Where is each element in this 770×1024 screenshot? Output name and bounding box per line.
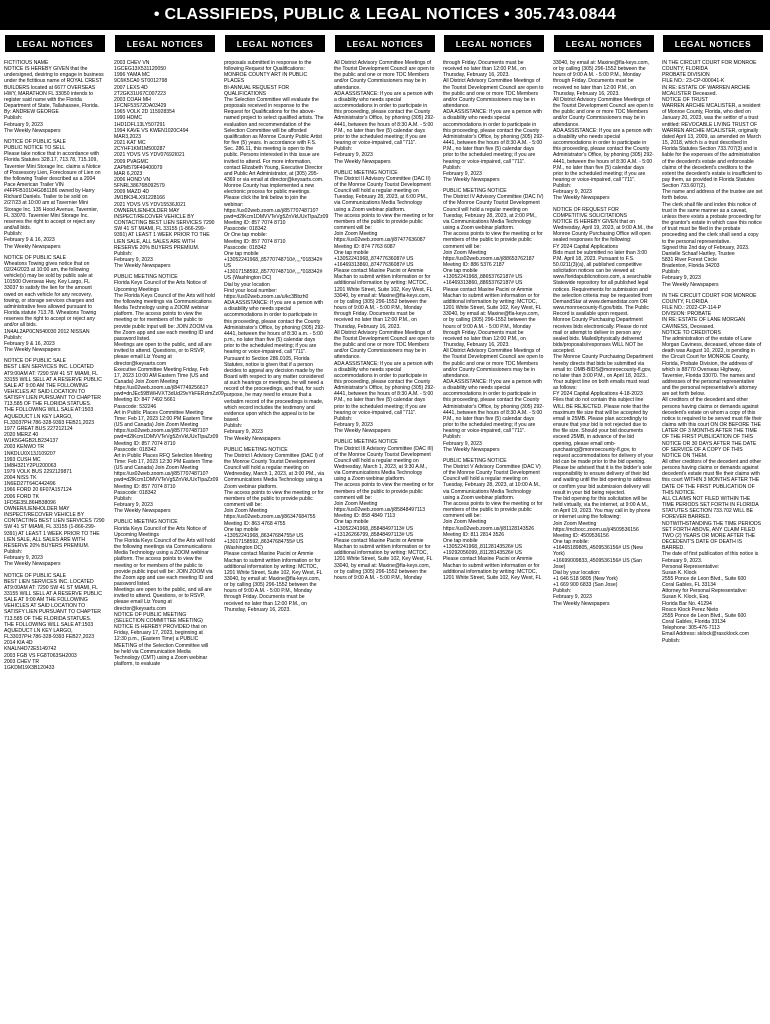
column-header: LEGAL NOTICES: [663, 35, 763, 52]
legal-column-2: [114, 60, 224, 1018]
column-header: LEGAL NOTICES: [335, 35, 435, 52]
legal-notice: PUBLIC MEETING NOTICE Florida Keys Council of the Arts Notice of Upcoming Meetings The Florida Keys Council of the Arts will hold the following meetings via Communications Media Technology using a ZOOM webinar platform. The access points to view the meeting or for members of the public to provide public input will be: JOIN ZOOM via the Zoom app and use each meeting ID and password listed. Meetings are open to the public, and all are invited to attend. Questions, or to RSVP, please email Liz Young at director@keysarts.com Executive Committee Meeting Friday, Feb 17, 2023 10:00 AM Eastern Time (US and Canada) Join Zoom Meeting https://us02web.zoom.us/j/84774925661?pwd=dnJEc59BWHVXT3dUd29vYkFERzlmZz09 Meeting ID: 847 7492 5661 Passcode: 532246 Art in Public Places Committee Meeting Time: Feb 17, 2023 12:00 PM Eastern Time (US and Canada) Join Zoom Meeting https://us02web.zoom.us/j/85770748710?pwd=d2lKcm1DMVVTeVg5ZnVkUUxTlpaZz09 Meeting ID: 857 7074 8710 Passcode: 018342 Art in Public Places RFQ Selection Meeting Time: Feb 17, 2023 12:30 PM Eastern Time (US and Canada) Join Zoom Meeting https://us02web.zoom.us/j/85770748710?pwd=d2lKcm1DMVVTeVg5ZnVkUUxTlpaZz09 Meeting ID: 857 7074 8710 Passcode: 018342 Publish: February 9, 2023 The Weekly Newspapers: [114, 274, 224, 515]
legal-notice: PUBLIC MEETING NOTICE The District III Advisory Committee (DAC III) of the Monroe County Tourist Development Council will hold a regular meeting on Wednesday, March 1, 2023, at 9:30 A.M., via Communications Media Technology using a Zoom webinar platform. The access points to view the meeting or for members of the public to provide public comment will be: Join Zoom Meeting https://us02web.zoom.us/j/85848497113 Meeting ID: 858 4849 7113 One tap mobile +13052241968,,85848497113# US +13126266799,,85848497113# US Please contact Maxine Pacini or Ammie Machan to submit written information or for additional information by writing: MCTDC, 1201 White Street, Suite 102, Key West, FL 33040, by email at: Maxine@fla-keys.com, or by calling (305) 296-1552 between the hours of 9:00 A.M. - 5:00 P.M., Monday: [334, 439, 434, 581]
legal-column-7: [662, 60, 763, 1018]
column-header: LEGAL NOTICES: [225, 35, 325, 52]
legal-notice: 2003 CHEV VN 1GCEG13X531120050 1996 YAMA MC 9C6K5CA0 ST0012798 2007 LEXS 4D 2T2GK31U67C007223 2003 COAH MH 1FCNF53S72DA03429 1965 VOLK 2D 115928354 1990 HDMC 1HD1DFL13LY507291 1994 KAVE VS KWEN1020C494 MAR3,2023 2021 KAT MC 2CYHF1KM1M500287 2021 YDVS VS YDV07692I021 2009 PVAGMC ZAPM579F49400079 MAR 6,2023 2006 HOND VN 5FNRL38676B092579 2009 MAZD 4D JM1BK34LX91228166 2021 YDVS VS YDV15536J021 OWNER/LIENHOLDER MAY INSPECT/RECOVER VEHICLE BY CONTACTING BEST LIEN SERVICES 7290 SW 41 ST MIAMI, FL 33155 (1-866-299-9391) AT LEAST 1 WEEK PRIOR TO THE LIEN SALE, ALL SALES ARE WITH RESERVE 20% BUYERS PREMIUM. Publish: February 9, 2023 The Weekly Newspapers: [114, 60, 215, 270]
legal-notice: NOTICE OF PUBLIC SALE BEST LIEN SERVICES INC. LOCATED AT9:00AM AT: 7290 SW 41 ST MIAMI, FL 33155 WILL SELL AT A RESERVE PUBLIC SALE AT 9:00 AM THE FOLLOWING VEHICLES AT SAID LOCATION TO SATISFY LIEN PURSUANT TO CHAPTER 713.585 OF THE FLORIDA STATUES. THE FOLLOWING WILL SALE AT:1503 AQUEDUCT LN KEY LARGO, FL33037PH:786-328-9393 FEB27,2023 2014 KIA 4D KNALN4D72E5149742 2003 FGB VS FG8T063SH2003 2003 CHEV TR 1GKDM19X3B120433: [4, 572, 102, 671]
legal-notice: PUBLIC MEETING NOTICE The District V Advisory Committee (DAC V) of the Monroe County Tourist Development Council will hold a regular meeting on Tuesday, February 28, 2023, at 10:00 A.M., via Communications Media Technology using a Zoom webinar platform. The access points to view the meeting or for members of the public to provide public comment will be: Join Zoom Meeting https://us02web.zoom.us/j/81128143526 Meeting ID: 811 2814 3526 One tap mobile +13052241968,,81128143526# US +19292056099,,81128143526# US Please contact Maxine Pacini or Ammie Machan to submit written information or for additional information by writing: MCTDC, 1201 White Street, Suite 102, Key West, FL: [443, 457, 543, 581]
column-header: LEGAL NOTICES: [554, 35, 654, 52]
legal-notice: NOTICE OF PUBLIC SALE BEST LIEN SERVICES INC. LOCATED AT9:00AM AT: 7290 SW 41 ST MIAMI, FL 33155 WILL SELL AT A RESERVE PUBLIC SALE AT 9:00 AM THE FOLLOWING VEHICLES AT SAID LOCATION TO SATISFY LIEN PURSUANT TO CHAPTER 713.585 OF THE FLORIDA STATUES. THE FOLLOWING WILL SALE AT:1503 AQUEDUCT LN KEY LARGO, FL33037PH:786-328-9393 FEB21,2023 1977 GREAT BUS 227212124 2020 MERZ 40 W1K5G4GB2LB234137 2003 KENWO TR 1NKDLU0X13J109207 1993 CUSH MC 1M8H321Y2PU200063 1979 VOLK BUS 2292129871 2004 NISS TK 1N6ED27T64C442496 1966 FORD 20 6F07A157124 2006 FORD TK 1FDSE35L86HB38096 OWNER/LIENHOLDER MAY INSPECT/RECOVER VEHICLE BY CONTACTING BEST LIEN SERVICES 7290 SW 41 ST MIAMI, FL 33155 (1-866-299-9391) AT LEAST 1 WEEK PRIOR TO THE LIEN SALE, ALL SALES ARE WITH RESERVE 20% BUYERS PREMIUM. Publish: February 9, 2023 The Weekly Newspapers: [4, 358, 105, 568]
legal-notice: NOTICE OF PUBLIC SALE PUBLIC NOTICE TO SELL Please take notice that in accordance with Florida Statutes 328.17, 713.78, 715.109, Tavernier Mini Storage Inc. claims a Notice of Possessory Lien, Foreclosure of Lien on the following Trailer described as a 2004 Pace American Trailer VIN #4FPFB10104G081186 owned by Harry Richard Daniels. Trailer to be sold on 2/27/23 at 10:00 am at Tavernier Mini Storage Inc. 135 Hood Avenue, Tavernier, FL 33070. Tavernier Mini Storage Inc. reserves the right to accept or reject any and/all bids. Publish: February 9 & 16, 2023 The Weekly Newspapers: [4, 138, 101, 250]
legal-column-1: [4, 60, 105, 1018]
legal-column-4: [334, 60, 435, 1018]
legal-notice: FICTITIOUS NAME NOTICE IS HEREBY GIVEN that the undersigned, desiring to engage in business under the fictitious name of ROYAL CREST BUILDERS located at 6677 OVERSEAS HWY, MARATHON FL 33050 intends to register said name with the Florida Department of State, Tallahassee, Florida. By: ANDREW GEORGE Publish: February 9, 2023 The Weekly Newspapers: [4, 60, 104, 134]
legal-notice: through Friday. Documents must be received no later than 12:00 P.M., on Thursday, February 16, 2023. All District Advisory Committee Meetings of the Tourist Development Council are open to the public and one or more TDC Members and/or County Commissioners may be in attendance. ADA ASSISTANCE: If you are a person with a disability who needs special accommodations in order to participate in this proceeding, please contact the County Administrator's Office, by phoning (305) 292-4441, between the hours of 8:30 A.M. - 5:00 P.M., no later than five (5) calendar days prior to the scheduled meeting; if you are hearing or voice-impaired, call "711". Publish: February 9, 2023 The Weekly Newspapers: [443, 60, 544, 183]
legal-notice: IN THE CIRCUIT COURT FOR MONROE COUNTY, FLORIDA FILE NO.: 2022-CP-114-P DIVISION: PROBATE IN RE: ESTATE OF LANE MORGAN CAVINESS, Deceased. NOTICE TO CREDITORS The administration of the estate of Lane Morgan Caviness, deceased, whose date of death was August 10, 2022, is pending in the Circuit Court for MONROE County, Florida, Probate Division, the address of which is 88770 Overseas Highway, Tavernier, Florida 33070. The names and addresses of the personal representative and the personal representative's attorney are set forth below. All creditors of the decedent and other persons having claims or demands against decedent's estate on whom a copy of this notice is required to be served must file their claims with this court ON OR BEFORE THE LATER OF 3 MONTHS AFTER THE TIME OF THE FIRST PUBLICATION OF THIS NOTICE OR 30 DAYS AFTER THE DATE OF SERVICE OF A COPY OF THIS NOTICE ON THEM. All other creditors of the decedent and other persons having claims or demands against decedent's estate must file their claims with this court WITHIN 3 MONTHS AFTER THE DATE OF THE FIRST PUBLICATION OF THIS NOTICE. ALL CLAIMS NOT FILED WITHIN THE TIME PERIODS SET FORTH IN FLORIDA STATUTES SECTION 733.702 WILL BE FOREVER BARRED. NOTWITHSTANDING THE TIME PERIODS SET FORTH ABOVE, ANY CLAIM FILED TWO (2) YEARS OR MORE AFTER THE DECEDENT'S DATE OF DEATH IS BARRED. The date of first publication of this notice is February 9, 2023. Personal Representative: Susan K. Klock 2555 Ponce de Leon Blvd., Suite 600 Coral Gables, FL 33134 Attorney for Personal Representative: Susan K. Klock, Esq. Florida Bar No. 41294 Rosco Klock Perez Nieto 2555 Ponce de Leon Blvd., Suite 600 Coral Gables, Florida 33134 Telephone: 305-476-7113 Email Address: sklock@rascklock.com Publish:: [662, 292, 762, 644]
legal-notice: PUBLIC MEETING NOTICE Florida Keys Council of the Arts Notice of Upcoming Meetings The Florida Keys Council of the Arts will hold the following meetings via Communications Media Technology using a ZOOM webinar platform. The access points to view the meeting or for members of the public to provide public input will be: JOIN ZOOM via the Zoom app and use each meeting ID and password listed. Meetings are open to the public, and all are invited to attend. Questions, or to RSVP, please email Liz Young at director@keysarts.com NOTICE OF PUBLIC MEETING (SELECTION COMMITTEE MEETING) NOTICE IS HEREBY PROVIDED that on Friday, February 17, 2023, beginning at 12:30 p.m., (Eastern Time) a PUBLIC MEETING of the Selection Committee will be held via Communication Media Technology (CMT) using a Zoom webinar platform, to evaluate: [114, 519, 215, 667]
column-header-row: [0, 35, 770, 52]
page-banner: • CLASSIFIEDS, PUBLIC & LEGAL NOTICES • 305.743.0844: [0, 0, 770, 30]
legal-notice: NOTICE OF REQUEST FOR COMPETITIVE SOLICITATIONS NOTICE IS HEREBY GIVEN that on Wednesday, April 19, 2023, at 9:00 A.M., the Monroe County Purchasing Office will open sealed responses for the following: FY 2024 Capital Applications Bids must be submitted no later than 3:00 P.M. April 18, 2023. Pursuant to F.S. 50.0211(3)(a), all published competitive solicitation notices can be viewed at: www.floridapublicnotices.com, a searchable Statewide repository for all published legal notices. Requirements for submission and the selection criteria may be requested from DemandStar at www.demandstar.com OR www.monroecounty-fl.gov/bids. The Public Record is available upon request. Monroe County Purchasing Department receives bids electronically. Please do not mail or attempt to deliver in person any sealed bids. Mailed/physically delivered bids/proposals/responses WILL NOT be accepted. The Monroe County Purchasing Department hereby directs that bids be submitted via email to: OMB-BIDS@monroecounty-fl.gov, no later than 3:00 P.M., on April 18, 2023.. Your subject line on both emails must read as follows: FY 2024 Capital Applications 4-18-2023 Files that do not contain this subject line WILL BE REJECTED. Please note that the maximum file size that will be accepted by email is 25MB. Please plan accordingly to ensure that your bid is not rejected due to the file size. Should your bid documents exceed 25MB, in advance of the bid opening, please email omb-purchasing@monroecounty-fl.gov, to request accommodations for delivery of your bid can be made prior to the bid opening. Please be advised that it is the bidder's sole responsibility to ensure delivery of their bid and waiting until the bid opening to address or confirm your bid submission delivery will result in your bid being rejected. The bid opening for this solicitation will be held virtually, via the internet, at 9:00 A.M., on April 19, 2023. You may call in by phone or internet using the following: Join Zoom Meeting https://mcbocc.zoom.us/j/4509536156 Meeting ID: 4509536156 One tap mobile: +16465189805,,4509536156# US (New York) +16699009833,,4509536156# US (San Jose) Dial by your location: +1 646 518 9805 (New York) +1 669 900 6833 (San Jose) Publish: February 9, 2023 The Weekly Newspapers: [553, 206, 654, 607]
legal-notice: proposals submitted in response to the following Request for Qualifications: MONROE COUNTY ART IN PUBLIC PLACES BI-ANNUAL REQUEST FOR QUALIFICATIONS The Selection Committee will evaluate the proposals received in response to the Request for Qualifications for the above-named project to select qualified artists. The evaluation and recommendation of the Selection Committee will be afforded qualification as Monroe County Public Artist for five (5) years. In accordance with F.S. Sec. 286.11, this meeting is open to the public. Persons interested in this issue are invited to attend. For more information, contact Elizabeth Young, Executive Director and Public Art Administrator, at (305) 295-4369 or via email at director@keysarts.com. Monroe County has implemented a new electronic process for public meetings. Please click the link below to join the webinar: https://us02web.zoom.us/j/85770748710?pwd=d2lKcm1DMVVTeVg5ZnVkUUxTlpaZz09 Meeting ID: 857 7074 8710 Passcode: 018342 Or One tap mobile: Meeting ID: 857 7074 8710 Passcode: 018342 One tap mobile +13052241968,,85770748710#,,,,*018342# US +13017158592,,85770748710#,,,,*018342# US (Washington DC) Dial by your location Find your local number: https://us02web.zoom.us/u/kc3Bbzh0 ADA ASSISTANCE: If you are a person with a disability who needs special accommodations in order to participate in this proceeding, please contact the County Administrator's Office, by phoning (305) 292-4441, between the hours of 8:30 a.m. - 5:00 p.m., no later than five (5) calendar days prior to the scheduled meeting; if you are hearing or voice-impaired, call "711". Pursuant to Section 286.0105, Florida Statutes, notice is given that if a person decides to appeal any decision made by the Board with respect to any matter considered at such hearings or meetings, he will need a record of the proceedings, and that, for such purpose, he may need to ensure that a verbatim record of the proceedings is made, which record includes the testimony and evidence upon which the appeal is to be based. Publish: February 9, 2023 The Weekly Newspapers: [224, 60, 329, 442]
column-header: LEGAL NOTICES: [5, 35, 105, 52]
legal-notice: NOTICE OF PUBLIC SALE Wheatons Towing gives notice that on 02/24/2023 at 10:00 am, the following vehicle(s) may be sold by public sale at 101500 Overseas Hwy, Key Largo, FL 33037 to satisfy the lien for the amount owed on each vehicle for any recovery, towing, or storage services charges and administrative fees allowed pursuant to Florida statute 713.78. Wheatons Towing reserves the right to accept or reject any and/or all bids. 1N4AL2AP0CN540030 2012 NISSAN Publish: February 9 & 16, 2023 The Weekly Newspapers: [4, 254, 97, 354]
column-header: LEGAL NOTICES: [115, 35, 215, 52]
legal-notice: 33040, by email at: Maxine@fla-keys.com, or by calling (305) 296-1552 between the hours of 9:00 A.M. - 5:00 P.M., Monday through Friday. Documents must be received no later than 12:00 P.M., on Thursday, February 16, 2023. All District Advisory Committee Meetings of the Tourist Development Council are open to the public and one or more TDC Members and/or County Commissioners may be in attendance. ADA ASSISTANCE: If you are a person with a disability who needs special accommodations in order to participate in this proceeding, please contact the County Administrator's Office, by phoning (305) 292-4441, between the hours of 8:30 A.M. - 5:00 P.M., no later than five (5) calendar days prior to the scheduled meeting; if you are hearing or voice-impaired, call "711". Publish: February 9, 2023 The Weekly Newspapers: [553, 60, 654, 202]
legal-column-5: [443, 60, 544, 1018]
column-header: LEGAL NOTICES: [444, 35, 544, 52]
legal-notice: PUBLIC MEETING NOTICE The District I Advisory Committee (DAC I) of the Monroe County Tourist Development Council will hold a regular meeting on Wednesday, March 1, 2023, at 3:00 PM., via Communications Media Technology using a Zoom webinar platform. The access points to view the meeting or for members of the public to provide public comment will be: Join Zoom Meeting https://us02web.zoom.us/j/86347684755 Meeting ID: 863 4768 4755 One tap mobile +13052241968,,86347684755# US +13017158592,,86347684755# US (Washington DC) Please contact Maxine Pacini or Ammie Machan to submit written information or for additional information by writing: MCTDC, 1201 White Street, Suite 102, Key West, FL 33040, by email at: Maxine@fla-keys.com, or by calling (305) 296-1552 between the hours of 9:00 A.M. - 5:00 P.M., Monday through Friday. Documents must be received no later than 12:00 P.M., on Thursday, February 16, 2023.: [224, 446, 325, 613]
legal-notice: IN THE CIRCUIT COURT FOR MONROE COUNTY, FLORIDA PROBATE DIVISION FILE NO.: 23-CP-000041-K IN RE: ESTATE OF WARREN ARCHIE MCALISTER Deceased. NOTICE OF TRUST WARREN ARCHIE MCALISTER, a resident of Monroe County, Florida, who died on January 20, 2023, was the settlor of a trust entitled: REVOCABLE LIVING TRUST OF WARREN ARCHIE MCALISTER, originally dated April 13, 2009, as amended on March 15, 2018, which is a trust described in Florida Statutes Section 733.707(3) and is liable for the expenses of the administration of the decedent's estate and enforceable claims of the decedent's creditors to the extent the decedent's estate is insufficient to pay them, as provided in Florida Statutes Section 733.607(2). The name and address of the trustee are set forth below. The clerk shall file and index this notice of trust in the same manner as a caveat, unless there exists a probate proceeding for the grantor's estate in which case this notice of trust must be filed in the probate proceeding and the clerk shall send a copy to the personal representative. Signed this 2nd day of February, 2023. Danielle Schaaf Hartley, Trustee 5831 River Forest Circle Bradenton, Florida 34203 Publish: February 9, 2023 The Weekly Newspapers: [662, 60, 763, 288]
legal-column-6: [553, 60, 654, 1018]
legal-notice: PUBLIC MEETING NOTICE The District II Advisory Committee (DAC II) of the Monroe County Tourist Development Council will hold a regular meeting on Tuesday, February 28, 2023, at 6:00 PM., via Communications Media Technology using a Zoom webinar platform. The access points to view the meeting or for members of the public to provide public comment will be: Join Zoom Meeting https://us02web.zoom.us/j/87477636087 Meeting ID: 874 7763 6087 One tap mobile +13052241968,,87477636087# US +16469313860,,87477636087# US Please contact Maxine Pacini or Ammie Machan to submit written information or for additional information by writing: MCTDC, 1201 White Street, Suite 102, Key West, FL 33040, by email at: Maxine@fla-keys.com, or by calling (305) 296-1552 between the hours of 9:00 A.M. - 5:00 P.M., Monday through Friday. Documents must be received no later than 12:00 P.M., on Thursday, February 16, 2023. All District Advisory Committee Meetings of the Tourist Development Council are open to the public and one or more TDC Members and/or County Commissioners may be in attendance. ADA ASSISTANCE: If you are a person with a disability who needs special accommodations in order to participate in this proceeding, please contact the County Administrator's Office, by phoning (305) 292-4441, between the hours of 8:30 A.M. - 5:00 P.M., no later than five (5) calendar days prior to the scheduled meeting; if you are hearing or voice-impaired, call "711". Publish: February 9, 2023 The Weekly Newspapers: [334, 169, 435, 435]
legal-notice: All District Advisory Committee Meetings of the Tourist Development Council are open to the public and one or more TDC Members and/or County Commissioners may be in attendance. ADA ASSISTANCE: If you are a person with a disability who needs special accommodations in order to participate in this proceeding, please contact the County Administrator's Office, by phoning (305) 292-4441, between the hours of 8:30 A.M. - 5:00 P.M., no later than five (5) calendar days prior to the scheduled meeting; if you are hearing or voice-impaired, call "711". Publish: February 9, 2023 The Weekly Newspapers: [334, 60, 435, 165]
legal-notice: PUBLIC MEETING NOTICE The District IV Advisory Committee (DAC IV) of the Monroe County Tourist Development Council will hold a regular meeting on Tuesday, February 28, 2023, at 2:00 PM., via Communications Media Technology using a Zoom webinar platform. The access points to view the meeting or for members of the public to provide public comment will be: Join Zoom Meeting https://us02web.zoom.us/j/88653762187 Meeting ID: 886 5376 2187 One tap mobile +13052241968,,88653762187# US +16469313860,,88653762187# US Please contact Maxine Pacini or Ammie Machan to submit written information or for additional information by writing: MCTDC, 1201 White Street, Suite 102, Key West, FL 33040, by email at: Maxine@fla-keys.com, or by calling (305) 296-1552 between the hours of 9:00 A.M. - 5:00 P.M., Monday through Friday. Documents must be received no later than 12:00 P.M., on Thursday, February 16, 2023. All District Advisory Committee Meetings of the Tourist Development Council are open to the public and one or more TDC Members and/or County Commissioners may be in attendance. ADA ASSISTANCE: If you are a person with a disability who needs special accommodations in order to participate in this proceeding, please contact the County Administrator's Office, by phoning (305) 292-4441, between the hours of 8:30 A.M. - 5:00 P.M., no later than five (5) calendar days prior to the scheduled meeting; if you are hearing or voice-impaired, call "711". Publish: February 9, 2023 The Weekly Newspapers: [443, 188, 544, 453]
legal-column-3: [224, 60, 329, 1018]
